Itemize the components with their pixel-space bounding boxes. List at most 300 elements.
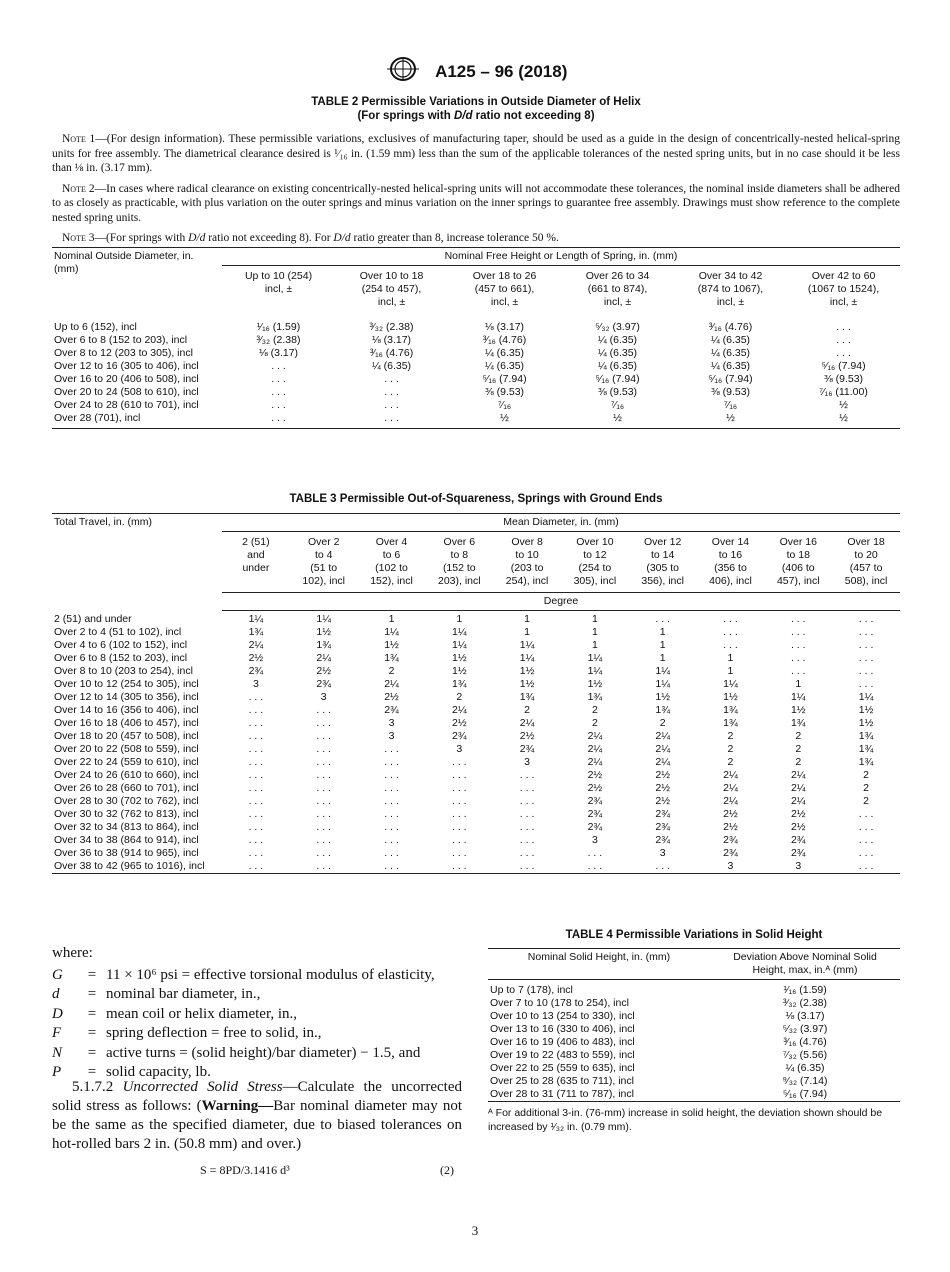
table-cell: 1 [456, 613, 463, 625]
table-cell: 1 [591, 639, 598, 651]
definition-equals: = [87, 966, 97, 983]
table-row [488, 1062, 900, 1075]
table3-col-header-line: 203), incl [437, 575, 481, 587]
table-cell: 1 [727, 652, 734, 664]
row-label: Over 24 to 28 (610 to 701), incl [54, 398, 199, 411]
table2-col-header [448, 265, 561, 315]
table3-col-header-line: 102), incl [302, 575, 345, 587]
definition-text: mean coil or helix diameter, in., [106, 1005, 298, 1022]
table-cell: 2¾ [723, 847, 738, 859]
table-row [52, 821, 900, 834]
definition-text: 11 × 10⁶ psi = effective torsional modulus of elasticity, [106, 966, 435, 983]
table-row [52, 665, 900, 678]
table-row [52, 678, 900, 691]
table-cell: ⅛ (3.17) [484, 320, 525, 333]
row-label: Up to 7 (178), incl [490, 984, 573, 996]
table-row [52, 373, 900, 386]
table-row [52, 782, 900, 795]
table3-col-header-line: 457), incl [776, 575, 820, 587]
table-cell: ³⁄₁₆ (4.76) [708, 320, 753, 333]
table-cell: . . . [836, 333, 851, 346]
table3-col-header [697, 532, 765, 593]
definition-symbol: P [52, 1064, 62, 1080]
table-cell: . . . [248, 743, 264, 755]
table-cell: 2¾ [587, 795, 603, 807]
definition-text: active turns = (solid height)/bar diameter) − 1.5, and [106, 1044, 421, 1061]
table-cell: 2¼ [655, 730, 670, 742]
table3-col-header-line: 305), incl [573, 575, 617, 587]
row-label: Over 18 to 20 (457 to 508), incl [54, 730, 199, 742]
table-cell: . . . [248, 834, 264, 846]
table2-col-header [335, 265, 448, 315]
table-cell: . . . [271, 398, 286, 411]
row-label: Over 20 to 24 (508 to 610), incl [54, 385, 199, 398]
table3-col-header-line: (406 to [781, 562, 815, 574]
row-label: Up to 6 (152), incl [54, 320, 137, 333]
table-cell: 2¾ [248, 665, 264, 677]
table-cell: ¹⁄₁₆ (1.59) [256, 320, 301, 333]
row-label: Over 20 to 22 (508 to 559), incl [54, 743, 199, 755]
row-label: Over 8 to 12 (203 to 305), incl [54, 346, 193, 359]
table3-col-header-line: (102 to [375, 562, 408, 574]
table-cell: . . . [519, 847, 535, 859]
table3-col-header-line: Over 6 [443, 536, 476, 548]
table3-col-header-line: to 14 [651, 549, 675, 561]
table-cell: 2¾ [790, 847, 806, 859]
table-cell: . . . [858, 652, 874, 664]
table-cell: . . . [790, 665, 806, 677]
table-cell: . . . [858, 834, 874, 846]
table-cell: . . . [451, 847, 467, 859]
table3-stub-header: Total Travel, in. (mm) [52, 514, 222, 593]
table-cell: 1½ [655, 691, 670, 703]
table-cell: 2 [795, 730, 802, 742]
table-cell: ¼ (6.35) [710, 333, 751, 346]
table-cell: . . . [451, 808, 467, 820]
table3 [52, 513, 900, 874]
table-cell: 2 [591, 717, 598, 729]
table2-col-header-line: (457 to 661), [474, 282, 535, 295]
table-cell: . . . [384, 372, 399, 385]
table-cell: 1¼ [587, 652, 603, 664]
table2-col-header-line: (661 to 874), [587, 282, 648, 295]
equation-2: S = 8PD/3.1416 d³ [200, 1163, 290, 1177]
table-cell: . . . [316, 743, 331, 755]
definition-equals: = [87, 1005, 97, 1022]
table-row [52, 321, 900, 334]
definition-equals: = [87, 986, 97, 1002]
table-cell: . . . [832, 860, 900, 874]
table-cell: 3 [591, 834, 598, 846]
table-cell: 2¼ [723, 795, 738, 807]
table-cell: 2½ [723, 821, 738, 833]
table3-col-header-line: (203 to [510, 562, 544, 574]
table-cell: 1¼ [451, 639, 467, 651]
table3-section [52, 492, 900, 874]
table3-unit-row: Degree [222, 593, 900, 611]
table3-col-header-line: under [242, 562, 270, 574]
row-label: Over 22 to 25 (559 to 635), incl [490, 1062, 635, 1074]
table4-col1-header: Nominal Solid Height, in. (mm) [488, 949, 710, 980]
definition-equals: = [87, 1044, 97, 1061]
row-label: Over 16 to 20 (406 to 508), incl [54, 372, 199, 385]
table-cell: 2 [727, 730, 734, 742]
table3-col-header [493, 532, 561, 593]
table-cell: 1 [659, 652, 666, 664]
table-cell: 2¼ [316, 652, 331, 664]
table-cell: . . . [790, 613, 806, 625]
table3-col-header [832, 532, 900, 593]
table-cell: ⅜ (9.53) [823, 372, 864, 385]
table3-col-header-line: to 8 [450, 549, 469, 561]
table-cell: . . . [271, 359, 286, 372]
table-cell: 2 [727, 743, 734, 755]
table-cell: ⁷⁄₁₆ [610, 398, 625, 411]
where-table [52, 966, 435, 1083]
table-cell: 1¾ [587, 691, 603, 703]
table-cell: 3 [659, 847, 666, 859]
table-cell: . . . [858, 626, 874, 638]
table-cell: . . . [384, 808, 399, 820]
table-row [52, 386, 900, 399]
row-label: Over 28 (701), incl [52, 412, 222, 429]
table-cell: 2¾ [587, 808, 603, 820]
table-cell: ¼ (6.35) [484, 359, 525, 372]
table-cell: 2 [863, 795, 869, 807]
table-cell: . . . [451, 756, 467, 768]
table-cell: . . . [451, 795, 467, 807]
table2-col-header-line: incl, ± [377, 295, 406, 308]
table-cell: 1¾ [858, 730, 874, 742]
row-label: 2 (51) and under [54, 612, 132, 625]
definition-symbol: D [52, 1005, 63, 1022]
table-cell: . . . [384, 385, 399, 398]
table-cell: 2 [795, 756, 802, 768]
table-cell: . . . [858, 613, 874, 625]
table-cell: . . . [451, 834, 467, 846]
table-cell: 2¾ [519, 743, 535, 755]
table-cell: 2 [524, 704, 530, 716]
table-cell: 3 [764, 860, 832, 874]
table-cell: . . . [519, 808, 535, 820]
row-label: Over 34 to 38 (864 to 914), incl [54, 834, 199, 846]
table3-col-header-line: Over 8 [511, 536, 543, 548]
table-row [52, 626, 900, 639]
table-row [52, 412, 900, 429]
table-cell: . . . [248, 847, 264, 859]
table-cell: . . . [248, 691, 264, 703]
table-cell: . . . [248, 795, 264, 807]
table-cell: 1 [727, 665, 734, 677]
table-cell: . . . [723, 613, 738, 625]
table-cell: 2¼ [723, 782, 738, 794]
table-cell: 3 [524, 756, 530, 768]
table-row [52, 717, 900, 730]
table-cell: ⁵⁄₁₆ (7.94) [595, 372, 640, 385]
table-row [488, 1010, 900, 1023]
table-cell: 1¼ [790, 691, 806, 703]
table-cell: 1¼ [316, 613, 331, 625]
table3-col-header-line: 152), incl [370, 575, 413, 587]
table-cell: 1½ [384, 639, 399, 651]
table-cell: . . . [836, 346, 851, 359]
table-cell: ³⁄₁₆ (4.76) [482, 333, 527, 346]
table-cell: 2 [591, 704, 598, 716]
table-cell: ⁷⁄₁₆ [497, 398, 512, 411]
row-label: Over 25 to 28 (635 to 711), incl [490, 1075, 634, 1087]
table-cell: 2¼ [451, 704, 467, 716]
table4 [488, 948, 900, 1102]
table-cell: ¼ (6.35) [597, 359, 638, 372]
definition-row [52, 1044, 435, 1064]
table-cell: . . . [222, 860, 290, 874]
table-cell: . . . [248, 704, 264, 716]
table-cell: 2¾ [384, 704, 399, 716]
table-cell: ⅜ (9.53) [597, 385, 638, 398]
table3-col-header-line: (152 to [442, 562, 476, 574]
table-cell: 1 [524, 626, 530, 638]
table-cell: ³⁄₃₂ (2.38) [256, 333, 301, 346]
table3-col-header-line: Over 12 [644, 536, 682, 548]
table-cell: ⅛ (3.17) [371, 333, 412, 346]
table-cell: . . . [248, 808, 264, 820]
table3-col-header-line: (457 to [849, 562, 883, 574]
row-label: Over 22 to 24 (559 to 610), incl [54, 756, 199, 768]
table-cell: 2¼ [723, 769, 738, 781]
row-label: Over 16 to 19 (406 to 483), incl [490, 1036, 635, 1048]
table-cell: 2 [388, 665, 395, 677]
table-cell: ¼ (6.35) [597, 346, 638, 359]
table3-col-header-line: (305 to [646, 562, 680, 574]
table-cell: . . . [248, 769, 264, 781]
table-cell: 2 [795, 743, 802, 755]
table3-col-header [425, 532, 493, 593]
table2-col-header-line: (254 to 457), [361, 282, 422, 295]
table3-col-header-line: Over 4 [375, 536, 408, 548]
table2-note-1: Note 1—(For design information). These permissible variations, exclusives of manufacturing taper, should be used as a guide in the design of concentrically-nested helical-spring units for free assembly. The diametrical clearance desired is ¹⁄₁₆ in. (1.59 mm) less than the sum of the applicable tolerances of the nested spring units, but in no case should it be less than ⅛ in. (3.17 mm). [52, 133, 901, 174]
table-row [488, 1075, 900, 1088]
row-label: Over 32 to 34 (813 to 864), incl [54, 821, 199, 833]
table2-col-header-line: incl, ± [603, 295, 632, 308]
page-number: 3 [471, 1223, 479, 1238]
table-cell: ¼ (6.35) [710, 346, 751, 359]
definition-symbol: d [52, 986, 60, 1002]
table-cell: . . . [316, 782, 331, 794]
table-row [52, 334, 900, 347]
table-row [488, 1088, 900, 1102]
table-cell: . . . [519, 795, 535, 807]
definition-symbol: F [52, 1025, 62, 1041]
table-cell: 1½ [316, 626, 331, 638]
table-cell: . . . [723, 639, 738, 651]
table-cell: ¼ (6.35) [710, 359, 751, 372]
table-row [52, 347, 900, 360]
table-cell: . . . [790, 652, 806, 664]
table-cell: . . . [222, 412, 335, 429]
where-intro: where: [52, 945, 93, 961]
table-row [52, 795, 900, 808]
table-row [52, 730, 900, 743]
table-cell: . . . [836, 320, 851, 333]
table-cell: 1¼ [384, 626, 399, 638]
table3-col-header [290, 532, 358, 593]
table-cell: . . . [425, 860, 493, 874]
table-cell: . . . [271, 385, 286, 398]
table-cell: . . . [629, 860, 697, 874]
table-cell: . . . [451, 769, 467, 781]
table-cell: ½ [787, 412, 900, 429]
table-cell: 2¾ [655, 834, 670, 846]
row-label: Over 28 to 30 (702 to 762), incl [54, 795, 199, 807]
table-row [52, 743, 900, 756]
table-cell: 2½ [519, 730, 535, 742]
table3-col-header-line: 2 (51) [242, 536, 270, 548]
table-cell: 2¾ [790, 834, 806, 846]
table-cell: ½ [674, 412, 787, 429]
table3-col-header-line: to 4 [314, 549, 333, 561]
table-cell: 2¼ [384, 678, 399, 690]
table-cell: 1¾ [723, 704, 738, 716]
table-cell: 2½ [655, 769, 670, 781]
table-cell: 3 [456, 743, 463, 755]
table3-col-header [561, 532, 629, 593]
table3-group-header: Mean Diameter, in. (mm) [222, 514, 900, 532]
table-cell: ⁷⁄₁₆ [723, 398, 738, 411]
table-cell: 2 [659, 717, 666, 729]
table-cell: 1¾ [316, 639, 331, 651]
table-row [488, 1023, 900, 1036]
table-cell: . . . [316, 756, 331, 768]
table-cell: 2¼ [790, 769, 806, 781]
table-cell: 1¾ [519, 691, 535, 703]
table-cell: . . . [561, 860, 629, 874]
page-header [0, 56, 950, 87]
table-cell: 2¾ [451, 730, 467, 742]
warning-label: Warning— [201, 1098, 274, 1114]
table-cell: ³⁄₃₂ (2.38) [369, 320, 414, 333]
table-cell: . . . [248, 717, 264, 729]
table-cell: 1¾ [858, 743, 874, 755]
table-cell: ⅛ (3.17) [258, 346, 299, 359]
table-cell: . . . [384, 795, 399, 807]
table-cell: ⁵⁄₃₂ (3.97) [595, 320, 640, 333]
table2-col-header-line: Over 34 to 42 [698, 269, 763, 282]
table3-col-header [764, 532, 832, 593]
table-cell: 2¼ [790, 795, 806, 807]
table-cell: . . . [451, 782, 467, 794]
table-cell: 2 [727, 756, 734, 768]
table2-col-header [561, 265, 674, 315]
table-cell: 2¾ [587, 821, 603, 833]
definition-equals: = [87, 1025, 97, 1041]
table-cell: 1 [388, 613, 395, 625]
table-cell: . . . [248, 730, 264, 742]
table-cell: . . . [316, 704, 331, 716]
definition-text: nominal bar diameter, in., [106, 986, 261, 1002]
row-label: Over 6 to 8 (152 to 203), incl [54, 333, 188, 346]
table-cell: 1½ [790, 704, 806, 716]
table-cell: . . . [316, 730, 331, 742]
table-cell: 1 [524, 613, 530, 625]
table2-col-header [674, 265, 787, 315]
table-cell: . . . [858, 639, 874, 651]
table-cell: 2¼ [655, 756, 670, 768]
table4-col2-header: Deviation Above Nominal Solid Height, max, in.ᴬ (mm) [710, 949, 900, 980]
table-cell: 2¼ [587, 756, 603, 768]
definition-text: spring deflection = free to solid, in., [106, 1025, 322, 1041]
table-cell: ¹⁄₁₆ (1.59) [783, 984, 827, 996]
table-row [52, 769, 900, 782]
table2-col-header-line: (874 to 1067), [697, 282, 764, 295]
table-cell: 2½ [790, 808, 806, 820]
table4-footnote: ᴬ For additional 3-in. (76-mm) increase in solid height, the deviation shown should be increased by ¹⁄₃₂ in. (0.79 mm). [488, 1107, 883, 1133]
table-cell: 2½ [723, 808, 738, 820]
table-cell: ⁷⁄₃₂ (5.56) [782, 1049, 828, 1061]
table-cell: ¼ (6.35) [785, 1062, 825, 1074]
table-row [488, 1049, 900, 1062]
table2-col-header-line: incl, ± [264, 282, 293, 295]
table-cell: ⁵⁄₁₆ (7.94) [710, 1088, 900, 1102]
table2-col-header-line: Over 26 to 34 [585, 269, 650, 282]
table-cell: . . . [790, 639, 806, 651]
table-cell: 1 [591, 626, 598, 638]
table3-col-header-line: Over 2 [307, 536, 340, 548]
table-cell: . . . [248, 782, 264, 794]
table-cell: 2 [863, 782, 869, 794]
table-cell: 1½ [587, 678, 603, 690]
table-cell: . . . [858, 821, 874, 833]
table-cell: 1¼ [655, 678, 670, 690]
definition-symbol: N [52, 1044, 63, 1061]
table-cell: ³⁄₃₂ (2.38) [783, 997, 827, 1009]
table-cell: . . . [519, 834, 535, 846]
table-cell: 2¼ [248, 639, 264, 651]
table-row [52, 808, 900, 821]
table-cell: 1¾ [723, 717, 738, 729]
table-cell: 1¼ [519, 639, 535, 651]
row-label: Over 13 to 16 (330 to 406), incl [490, 1023, 635, 1035]
table-cell: 1¾ [790, 717, 806, 729]
table-cell: ½ [448, 412, 561, 429]
table-cell: 1¾ [858, 756, 874, 768]
table-row [52, 691, 900, 704]
table3-col-header-line: Over 16 [779, 536, 817, 548]
table-cell: ⅜ (9.53) [484, 385, 525, 398]
table-cell: 1½ [858, 717, 874, 729]
table-cell: . . . [316, 717, 331, 729]
table-cell: . . . [316, 821, 331, 833]
table-cell: 3 [388, 730, 395, 742]
row-label: Over 30 to 32 (762 to 813), incl [54, 808, 199, 820]
table2-subtitle: (For springs with D/d ratio not exceeding 8) [357, 110, 595, 122]
table-cell: . . . [248, 756, 264, 768]
table2-col-header-line: Over 42 to 60 [811, 269, 876, 282]
table-cell: 1½ [723, 691, 738, 703]
table3-col-header-line: to 20 [854, 549, 878, 561]
row-label: Over 12 to 16 (305 to 406), incl [54, 359, 199, 372]
table-cell: . . . [493, 860, 561, 874]
table-cell: ⁵⁄₁₆ (7.94) [708, 372, 753, 385]
table-cell: . . . [451, 821, 467, 833]
table3-col-header-line: 406), incl [709, 575, 752, 587]
table2-col-header [787, 265, 900, 315]
table-cell: . . . [519, 782, 535, 794]
table-cell: 1 [659, 639, 666, 651]
table-cell: ⅛ (3.17) [785, 1010, 825, 1022]
table-cell: . . . [858, 808, 874, 820]
table-cell: . . . [587, 847, 603, 859]
table-cell: 2¼ [519, 717, 535, 729]
